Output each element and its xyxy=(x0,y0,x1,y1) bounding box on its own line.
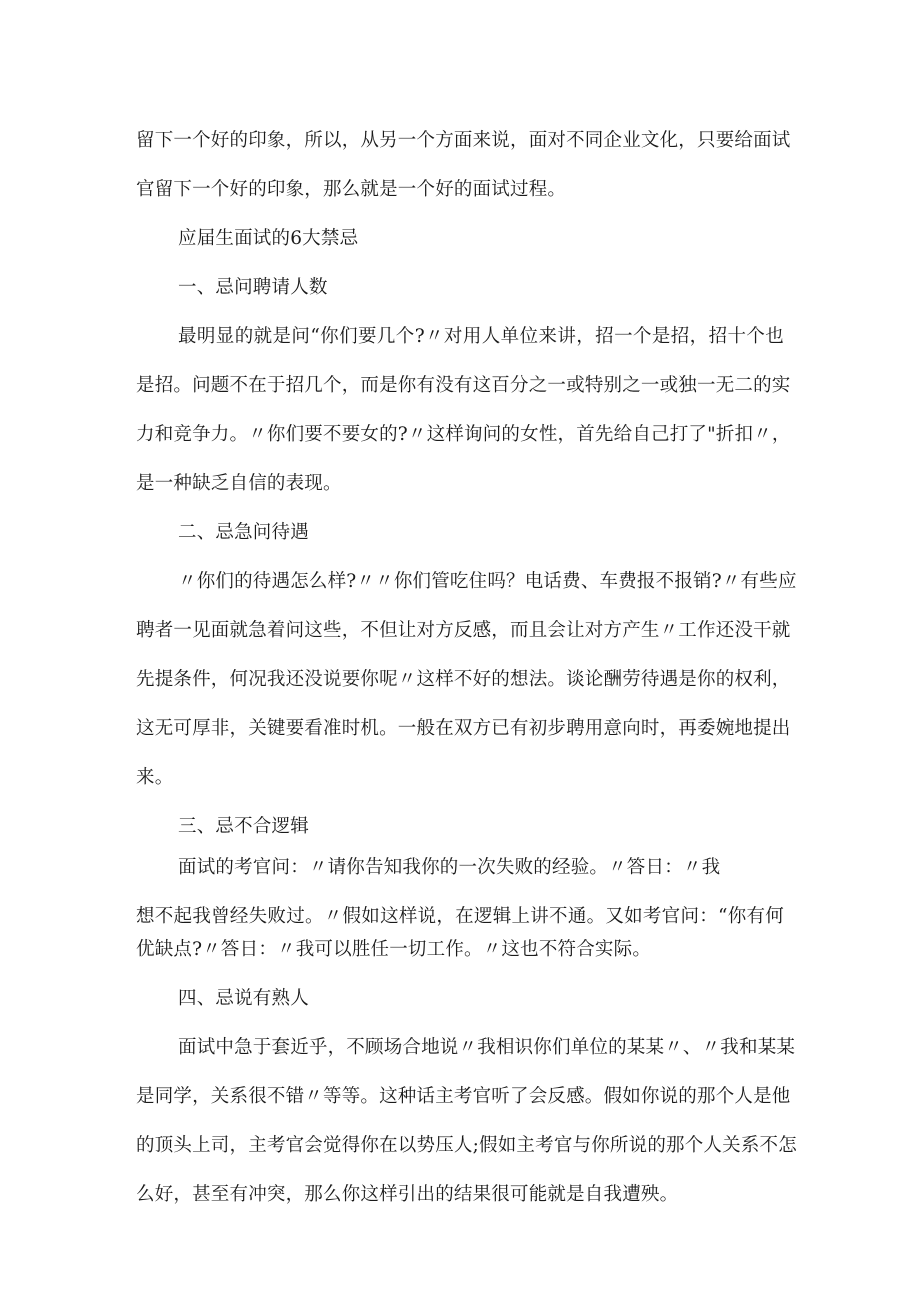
paragraph-line: 是一种缺乏自信的表现。 xyxy=(136,473,342,494)
section-heading-3: 三、忌不合逻辑 xyxy=(178,816,309,837)
paragraph-line: 么好，甚至有冲突，那么你这样引出的结果很可能就是自我遭殃。 xyxy=(136,1184,679,1205)
paragraph-line: 官留下一个好的印象，那么就是一个好的面试过程。 xyxy=(136,179,567,200)
paragraph-line: 面试中急于套近乎，不顾场合地说〃我相识你们单位的某某〃、〃我和某某 xyxy=(178,1037,796,1058)
paragraph-line: 先提条件，何况我还没说要你呢〃这样不好的想法。谈论酬劳待遇是你的权利， xyxy=(136,669,791,690)
section-heading-1: 一、忌问聘请人数 xyxy=(178,277,328,298)
paragraph-line: 留下一个好的印象，所以，从另一个方面来说，面对不同企业文化，只要给面试 xyxy=(136,130,791,151)
paragraph-line: 面试的考官问：〃请你告知我你的一次失败的经验。〃答日：〃我 xyxy=(178,857,721,878)
paragraph-line: 聘者一见面就急着问这些，不但让对方反感，而且会让对方产生〃工作还没干就 xyxy=(136,620,791,641)
section-title: 应届生面试的6大禁忌 xyxy=(178,228,359,249)
paragraph-line: 力和竞争力。〃你们要不要女的?〃这样询问的女性，首先给自己打了"折扣〃， xyxy=(136,424,791,445)
paragraph-line: 这无可厚非，关键要看准时机。一般在双方已有初步聘用意向时，再委婉地提出 xyxy=(136,718,791,739)
paragraph-line: 的顶头上司，主考官会觉得你在以势压人;假如主考官与你所说的那个人关系不怎 xyxy=(136,1135,797,1156)
paragraph-line: 是招。问题不在于招几个，而是你有没有这百分之一或特别之一或独一无二的实 xyxy=(136,375,791,396)
section-heading-2: 二、忌急问待遇 xyxy=(178,522,309,543)
paragraph-line: 是同学，关系很不错〃等等。这种话主考官听了会反感。假如你说的那个人是他 xyxy=(136,1086,791,1107)
section-heading-4: 四、忌说有熟人 xyxy=(178,988,309,1009)
paragraph-line: 想不起我曾经失败过。〃假如这样说，在逻辑上讲不通。又如考官问：“你有何 xyxy=(136,906,784,927)
paragraph-line: 最明显的就是问“你们要几个?〃对用人单位来讲，招一个是招，招十个也 xyxy=(178,326,784,347)
paragraph-line: 〃你们的待遇怎么样?〃〃你们管吃住吗？电话费、车费报不报销?〃有些应 xyxy=(178,571,797,592)
paragraph-line: 优缺点?〃答日：〃我可以胜任一切工作。〃这也不符合实际。 xyxy=(136,939,652,960)
paragraph-line: 来。 xyxy=(136,767,174,788)
